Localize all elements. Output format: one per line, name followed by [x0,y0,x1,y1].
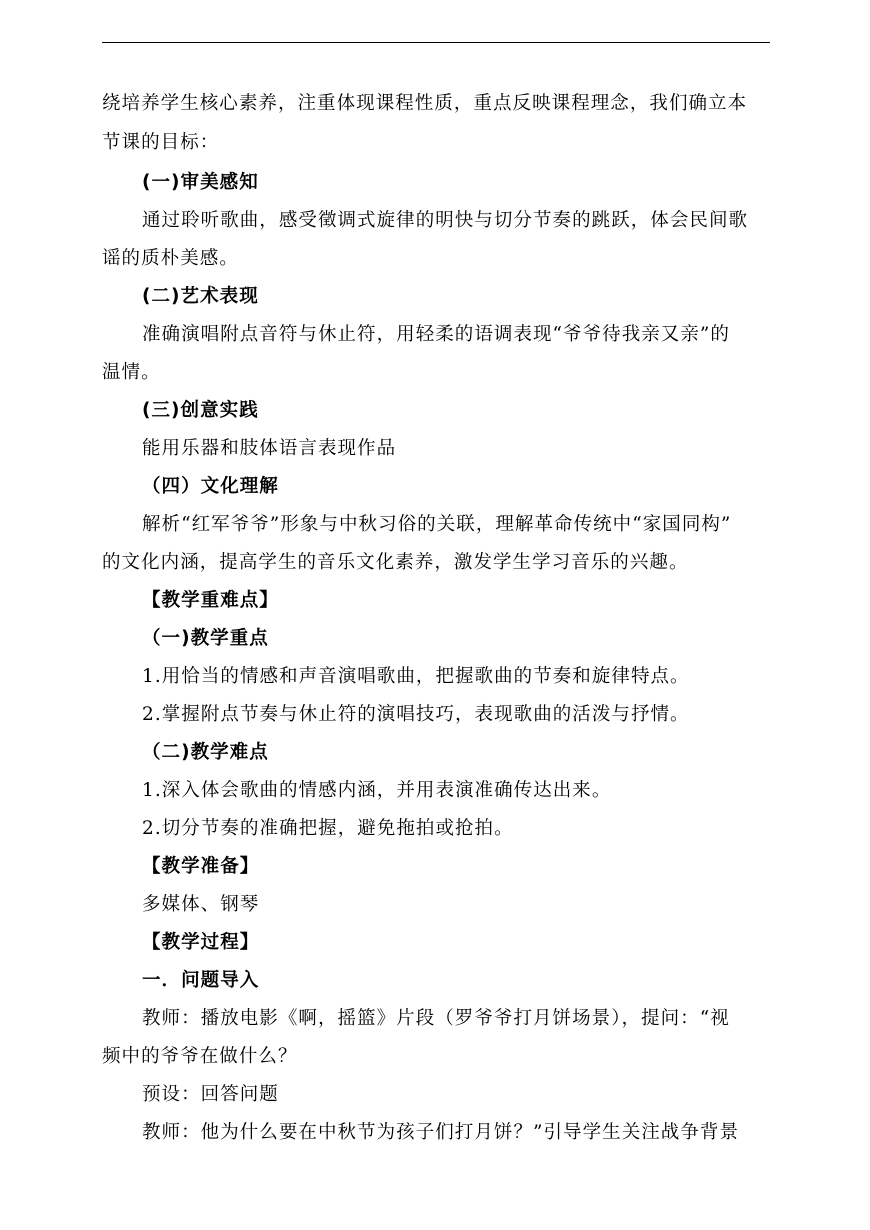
section-heading: (三)创意实践 [142,400,259,421]
body-text: 温情。 [102,362,161,383]
body-text: 的文化内涵，提高学生的音乐文化素养，激发学生学习音乐的兴趣。 [102,552,689,573]
body-text: 频中的爷爷在做什么？ [102,1046,298,1067]
body-text: 绕培养学生核心素养，注重体现课程性质，重点反映课程理念，我们确立本 [102,93,748,114]
body-text: 预设：回答问题 [142,1084,279,1105]
list-item: 1.深入体会歌曲的情感内涵，并用表演准确传达出来。 [142,780,612,801]
list-item: 2.掌握附点节奏与休止符的演唱技巧，表现歌曲的活泼与抒情。 [142,704,690,725]
subsection-heading: （一)教学重点 [142,628,269,649]
body-text: 谣的质朴美感。 [102,248,239,269]
list-item: 1.用恰当的情感和声音演唱歌曲，把握歌曲的节奏和旋律特点。 [142,666,690,687]
body-text: 教师：他为什么要在中秋节为孩子们打月饼？”引导学生关注战争背景 [142,1122,740,1143]
section-heading: （四）文化理解 [142,476,279,497]
subsection-heading: 一．问题导入 [142,970,260,991]
body-text: 通过聆听歌曲，感受徵调式旋律的明快与切分节奏的跳跃，体会民间歌 [142,210,749,231]
body-text: 教师：播放电影《啊，摇篮》片段（罗爷爷打月饼场景），提问：“视 [142,1008,730,1029]
body-text: 节课的目标： [102,132,220,153]
section-heading: (二)艺术表现 [142,286,259,307]
body-text: 准确演唱附点音符与休止符，用轻柔的语调表现“爷爷待我亲又亲”的 [142,324,730,345]
section-title: 【教学过程】 [142,932,260,953]
body-text: 能用乐器和肢体语言表现作品 [142,438,397,459]
section-title: 【教学准备】 [142,856,260,877]
section-title: 【教学重难点】 [142,590,279,611]
header-rule [102,42,770,43]
subsection-heading: （二)教学难点 [142,742,269,763]
body-text: 解析“红军爷爷”形象与中秋习俗的关联，理解革命传统中“家国同构” [142,514,732,535]
body-text: 多媒体、钢琴 [142,894,260,915]
list-item: 2.切分节奏的准确把握，避免拖拍或抢拍。 [142,818,514,839]
section-heading: (一)审美感知 [142,172,259,193]
